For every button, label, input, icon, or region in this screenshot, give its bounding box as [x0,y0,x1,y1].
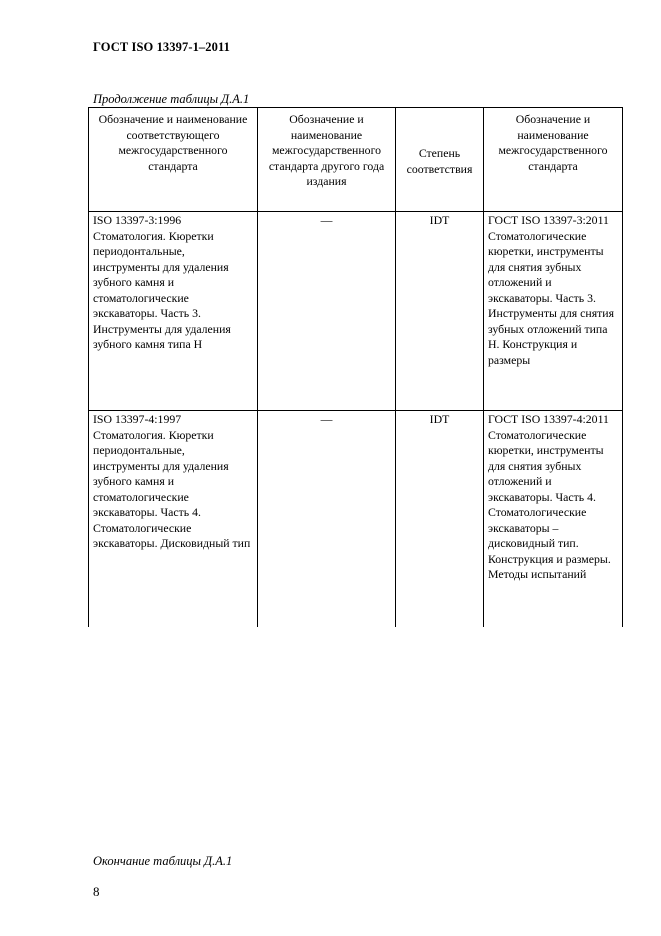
correspondence-table [88,107,623,627]
cell-degree: IDT [396,212,484,411]
cell-international-standard: ISO 13397-4:1997 Стоматология. Кюретки периодонтальные, инструменты для удаления зубного камня и стоматологические экскаваторы. Часть 4. Стоматологические экскаваторы. Дисковидный тип [89,411,258,628]
cell-interstate-standard: ГОСТ ISO 13397-3:2011 Стоматологические кюретки, инструменты для снятия зубных отложений и экскаваторы. Часть 3. Инструменты для снятия зубных отложений типа Н. Конструкция и размеры [484,212,623,411]
table-row [89,411,623,628]
column-header-international-standard: Обозначение и наименование соответствующего межгосударственного стандарта [89,108,258,212]
table-row [89,212,623,411]
column-header-other-year-standard: Обозначение и наименование межгосударственного стандарта другого года издания [258,108,396,212]
table-caption: Продолжение таблицы Д.А.1 [93,92,250,106]
table-header-row [89,108,623,212]
cell-other-year-standard: — [258,212,396,411]
column-header-interstate-standard: Обозначение и наименование межгосударственного стандарта [484,108,623,212]
cell-other-year-standard: — [258,411,396,628]
table-end-caption: Окончание таблицы Д.А.1 [93,854,233,868]
cell-international-standard: ISO 13397-3:1996 Стоматология. Кюретки периодонтальные, инструменты для удаления зубного камня и стоматологические экскаваторы. Часть 3. Инструменты для удаления зубного камня типа Н [89,212,258,411]
cell-degree: IDT [396,411,484,628]
column-header-degree: Степень соответствия [396,108,484,212]
page-header-standard-id: ГОСТ ISO 13397-1–2011 [93,40,230,54]
page-number: 8 [93,884,100,899]
cell-interstate-standard: ГОСТ ISO 13397-4:2011 Стоматологические кюретки, инструменты для снятия зубных отложений и экскаваторы. Часть 4. Стоматологические экскаваторы – дисковидный тип. Конструкция и размеры. Методы испытаний [484,411,623,628]
